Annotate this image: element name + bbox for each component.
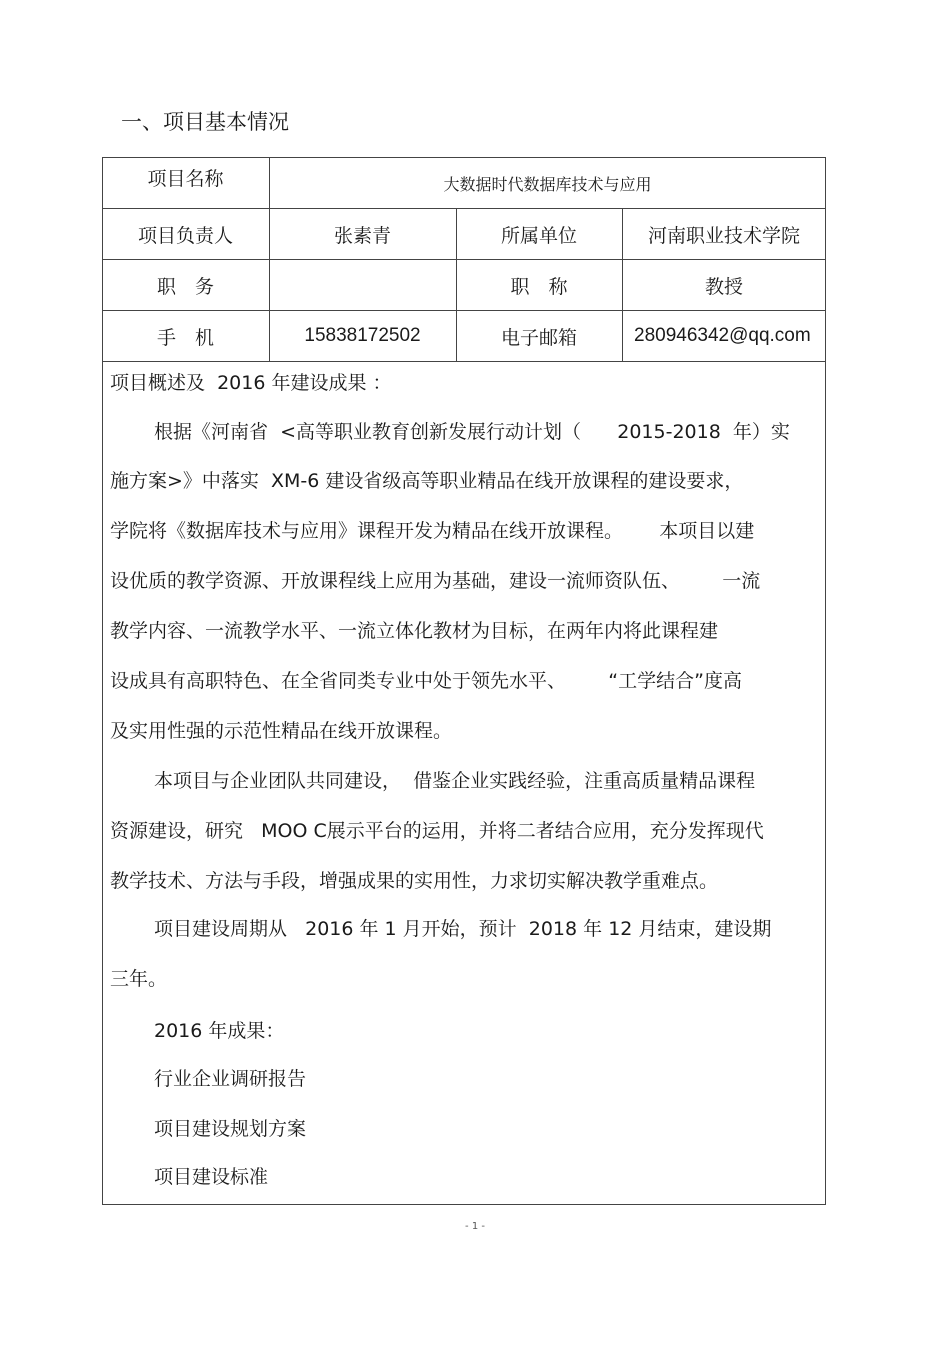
result-item: 项目建设标准 — [154, 1166, 269, 1188]
email-label: 电子邮箱 — [500, 326, 577, 349]
summary-line: 根据《河南省 <高等职业教育创新发展行动计划（ 2015-2018 年）实 — [154, 421, 790, 443]
project-name-label: 项目名称 — [147, 168, 224, 190]
info-table — [102, 157, 826, 362]
summary-line: 设优质的教学资源、开放课程线上应用为基础，建设一流师资队伍、 一流 — [110, 570, 761, 592]
summary-line: 教学内容、一流教学水平、一流立体化教材为目标，在两年内将此课程建 — [110, 620, 719, 642]
duty-value — [269, 260, 456, 310]
project-name-value: 大数据时代数据库技术与应用 — [443, 174, 652, 194]
title-label: 职 称 — [510, 275, 568, 298]
table-row — [102, 259, 826, 310]
phone-value: 15838172502 — [304, 325, 421, 346]
phone-label: 手 机 — [156, 326, 214, 349]
table-row — [102, 310, 826, 362]
summary-line: 及实用性强的示范性精品在线开放课程。 — [110, 720, 453, 742]
summary-line: 本项目与企业团队共同建设， 借鉴企业实践经验，注重高质量精品课程 — [154, 770, 756, 792]
table-row — [102, 208, 826, 259]
section-title: 一、项目基本情况 — [121, 110, 289, 134]
summary-line: 设成具有高职特色、在全省同类专业中处于领先水平、 “工学结合”度高 — [110, 670, 742, 692]
email-value: 280946342@qq.com — [634, 325, 811, 346]
summary-heading: 项目概述及 2016 年建设成果 ： — [110, 372, 392, 394]
duty-label: 职 务 — [156, 275, 214, 298]
summary-line: 资源建设，研究 MOO C展示平台的运用，并将二者结合应用，充分发挥现代 — [110, 820, 764, 842]
title-value: 教授 — [704, 275, 743, 298]
summary-line: 施方案>》中落实 XM-6 建设省级高等职业精品在线开放课程的建设要求， — [110, 470, 744, 492]
result-item: 项目建设规划方案 — [154, 1118, 307, 1140]
result-item: 行业企业调研报告 — [154, 1068, 307, 1090]
table-row — [102, 157, 826, 208]
summary-line: 教学技术、方法与手段，增强成果的实用性，力求切实解决教学重难点。 — [110, 870, 719, 892]
summary-line: 三年。 — [110, 968, 168, 990]
leader-label: 项目负责人 — [137, 224, 233, 247]
summary-line: 项目建设周期从 2016 年 1 月开始，预计 2018 年 12 月结束，建设期 — [154, 918, 772, 940]
unit-label: 所属单位 — [500, 224, 577, 247]
page-number: - 1 - — [465, 1221, 485, 1232]
results-heading: 2016 年成果： — [154, 1020, 285, 1042]
leader-value: 张素青 — [333, 224, 391, 247]
unit-value: 河南职业技术学院 — [647, 224, 800, 247]
summary-line: 学院将《数据库技术与应用》课程开发为精品在线开放课程。 本项目以建 — [110, 520, 755, 542]
